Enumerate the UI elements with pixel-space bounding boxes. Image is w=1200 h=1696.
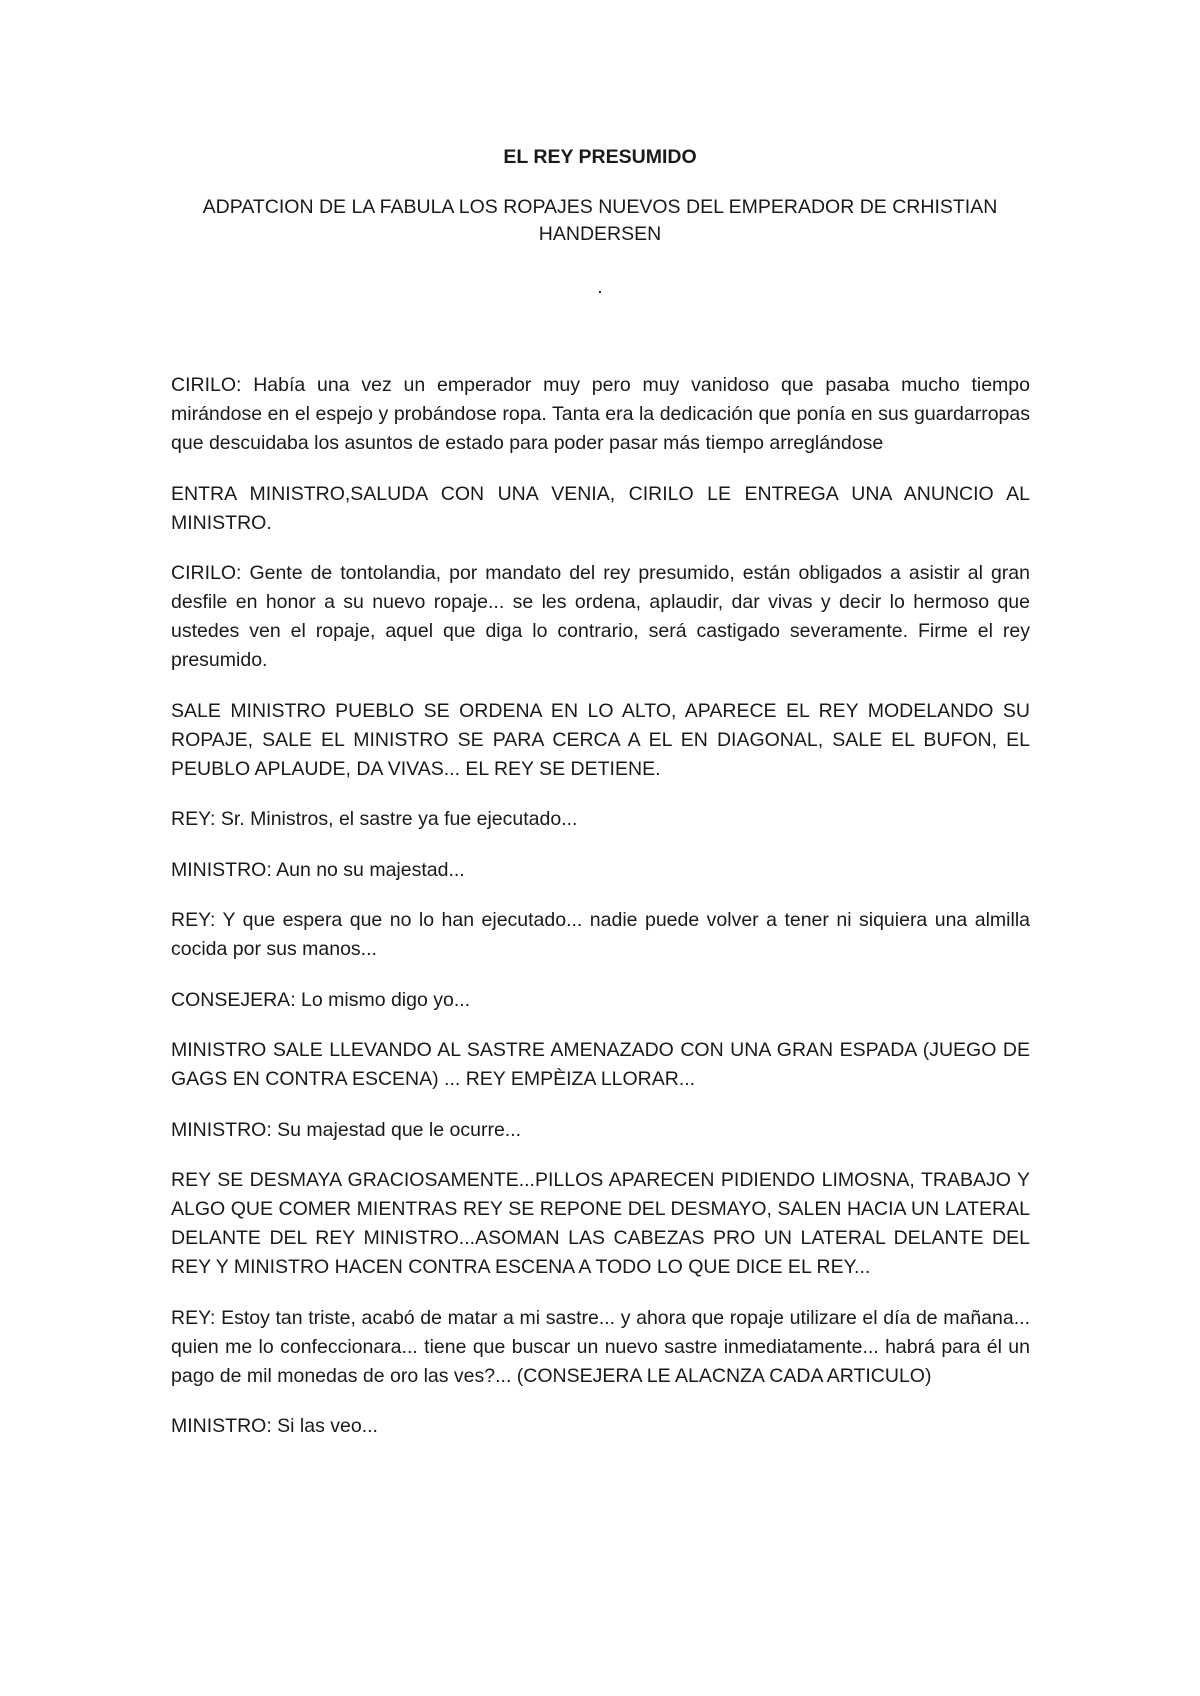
paragraph: CIRILO: Había una vez un emperador muy pero muy vanidoso que pasaba mucho tiempo mirándose en el espejo y probándose ropa. Tanta era la dedicación que ponía en sus guardarropas que descuidaba los asuntos de estado para poder pasar más tiempo arreglándose <box>171 374 1030 454</box>
document-body <box>171 371 1030 1463</box>
separator-dot: . <box>597 276 603 298</box>
paragraph: MINISTRO: Si las veo... <box>171 1415 378 1437</box>
document-subtitle: ADPATCION DE LA FABULA LOS ROPAJES NUEVOS DEL EMPERADOR DE CRHISTIAN HANDERSEN <box>202 196 998 245</box>
paragraph: MINISTRO: Aun no su majestad... <box>171 858 465 881</box>
paragraph: REY: Sr. Ministros, el sastre ya fue ejecutado... <box>171 808 578 830</box>
paragraph: MINISTRO SALE LLEVANDO AL SASTRE AMENAZADO CON UNA GRAN ESPADA (JUEGO DE GAGS EN CONTRA ESCENA) ... REY EMPÈIZA LLORAR... <box>171 1039 1030 1090</box>
paragraph: SALE MINISTRO PUEBLO SE ORDENA EN LO ALTO, APARECE EL REY MODELANDO SU ROPAJE, SALE EL MINISTRO SE PARA CERCA A EL EN DIAGONAL, SALE EL BUFON, EL PEUBLO APLAUDE, DA VIVAS... EL REY SE DETIENE. <box>171 699 1030 780</box>
paragraph: REY: Estoy tan triste, acabó de matar a mi sastre... y ahora que ropaje utilizare el día de mañana... quien me lo confeccionara... tiene que buscar un nuevo sastre inmediatamente... habrá para él un pago de mil monedas de oro las ves?... (CONSEJERA LE ALACNZA CADA ARTICULO) <box>171 1306 1030 1387</box>
paragraph: MINISTRO: Su majestad que le ocurre... <box>171 1118 522 1141</box>
document-title: EL REY PRESUMIDO <box>503 146 697 168</box>
paragraph: CONSEJERA: Lo mismo digo yo... <box>171 988 471 1011</box>
paragraph: REY: Y que espera que no lo han ejecutado... nadie puede volver a tener ni siquiera una almilla cocida por sus manos... <box>171 909 1030 960</box>
paragraph: CIRILO: Gente de tontolandia, por mandato del rey presumido, están obligados a asistir al gran desfile en honor a su nuevo ropaje... se les ordena, aplaudir, dar vivas y decir lo hermoso que ustedes ven el ropaje, aquel que diga lo contrario, será castigado severamente. Firme el rey presumido. <box>171 562 1030 671</box>
paragraph: REY SE DESMAYA GRACIOSAMENTE...PILLOS APARECEN PIDIENDO LIMOSNA, TRABAJO Y ALGO QUE COMER MIENTRAS REY SE REPONE DEL DESMAYO, SALEN HACIA UN LATERAL DELANTE DEL REY MINISTRO...ASOMAN LAS CABEZAS PRO UN LATERAL DELANTE DEL REY Y MINISTRO HACEN CONTRA ESCENA A TODO LO QUE DICE EL REY... <box>171 1169 1030 1278</box>
paragraph: ENTRA MINISTRO,SALUDA CON UNA VENIA, CIRILO LE ENTREGA UNA ANUNCIO AL MINISTRO. <box>171 482 1030 534</box>
